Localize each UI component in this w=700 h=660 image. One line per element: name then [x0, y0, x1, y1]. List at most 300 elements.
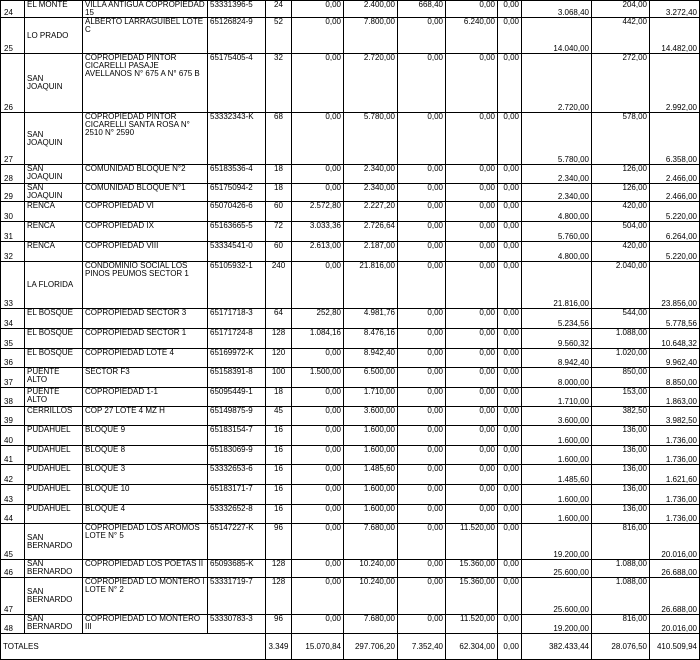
amount-cell: 0,00 — [292, 485, 344, 505]
amount-cell: 0,00 — [292, 426, 344, 446]
comuna-cell: PUDAHUEL — [25, 426, 83, 446]
name-cell: COPROPIEDAD LOTE 4 — [83, 349, 208, 368]
rut-cell: 65171718-3 — [208, 309, 266, 329]
amount-cell: 0,00 — [398, 615, 446, 634]
rut-cell: 53330783-3 — [208, 615, 266, 634]
amount-cell: 2.227,20 — [344, 202, 398, 222]
comuna-cell: PUDAHUEL — [25, 465, 83, 485]
units-cell: 52 — [266, 18, 292, 54]
units-cell: 18 — [266, 184, 292, 202]
amount-cell: 126,00 — [592, 184, 650, 202]
amount-cell: 136,00 — [592, 426, 650, 446]
amount-cell: 850,00 — [592, 368, 650, 388]
rut-cell: 65158391-8 — [208, 368, 266, 388]
comuna-cell: SAN JOAQUIN — [25, 184, 83, 202]
name-cell: COPROPIEDAD LO MONTERO I LOTE N° 2 — [83, 578, 208, 615]
amount-cell: 0,00 — [498, 524, 522, 560]
amount-cell: 0,00 — [398, 113, 446, 165]
amount-cell: 0,00 — [498, 615, 522, 634]
amount-cell: 0,00 — [398, 222, 446, 242]
amount-cell: 578,00 — [592, 113, 650, 165]
amount-cell: 1.088,00 — [592, 329, 650, 349]
name-cell: BLOQUE 10 — [83, 485, 208, 505]
row-number: 36 — [1, 349, 25, 368]
amount-cell: 2.040,00 — [592, 262, 650, 309]
amount-cell: 0,00 — [498, 165, 522, 184]
amount-cell: 0,00 — [292, 505, 344, 524]
table-row — [1, 388, 700, 407]
units-cell: 18 — [266, 165, 292, 184]
subtotal-cell: 21.816,00 — [522, 262, 592, 309]
amount-cell: 2.340,00 — [344, 165, 398, 184]
rut-cell: 65147227-K — [208, 524, 266, 560]
rut-cell: 65183536-4 — [208, 165, 266, 184]
name-cell: VILLA ANTIGUA COPROPIEDAD 15 — [83, 1, 208, 18]
comuna-cell: LA FLORIDA — [25, 262, 83, 309]
table-row — [1, 184, 700, 202]
row-number: 29 — [1, 184, 25, 202]
table-row — [1, 1, 700, 18]
totals-v-cell: 3.349 — [266, 634, 292, 660]
amount-cell: 0,00 — [498, 222, 522, 242]
amount-cell: 1.485,60 — [344, 465, 398, 485]
amount-cell: 0,00 — [498, 407, 522, 426]
totals-c11-cell: 28.076,50 — [592, 634, 650, 660]
amount-cell: 2.572,80 — [292, 202, 344, 222]
amount-cell: 0,00 — [292, 349, 344, 368]
total-cell: 3.272,40 — [650, 1, 700, 18]
table-row — [1, 349, 700, 368]
subtotal-cell: 1.710,00 — [522, 388, 592, 407]
amount-cell: 15.360,00 — [446, 560, 498, 578]
amount-cell: 136,00 — [592, 446, 650, 465]
amount-cell: 3.600,00 — [344, 407, 398, 426]
amount-cell: 0,00 — [498, 388, 522, 407]
amount-cell: 0,00 — [498, 368, 522, 388]
amount-cell: 1.020,00 — [592, 349, 650, 368]
row-number: 39 — [1, 407, 25, 426]
units-cell: 120 — [266, 349, 292, 368]
amount-cell: 0,00 — [446, 1, 498, 18]
units-cell: 16 — [266, 426, 292, 446]
rut-cell: 53331719-7 — [208, 578, 266, 615]
amount-cell: 1.500,00 — [292, 368, 344, 388]
amount-cell: 0,00 — [292, 560, 344, 578]
comuna-cell: SAN BERNARDO — [25, 615, 83, 634]
amount-cell: 7.800,00 — [344, 18, 398, 54]
amount-cell: 0,00 — [398, 426, 446, 446]
rut-cell: 65171724-8 — [208, 329, 266, 349]
row-number: 32 — [1, 242, 25, 262]
name-cell: BLOQUE 8 — [83, 446, 208, 465]
amount-cell: 0,00 — [498, 465, 522, 485]
amount-cell: 0,00 — [498, 1, 522, 18]
amount-cell: 0,00 — [398, 446, 446, 465]
amount-cell: 0,00 — [292, 18, 344, 54]
units-cell: 45 — [266, 407, 292, 426]
totals-c5-cell: 15.070,84 — [292, 634, 344, 660]
units-cell: 128 — [266, 329, 292, 349]
amount-cell: 0,00 — [398, 524, 446, 560]
subtotal-cell: 1.600,00 — [522, 426, 592, 446]
amount-cell: 0,00 — [292, 465, 344, 485]
totals-label: TOTALES — [1, 634, 266, 660]
amount-cell: 8.476,16 — [344, 329, 398, 349]
amount-cell: 0,00 — [498, 262, 522, 309]
totals-c8-cell: 62.304,00 — [446, 634, 498, 660]
totals-c7-cell: 7.352,40 — [398, 634, 446, 660]
amount-cell: 0,00 — [398, 485, 446, 505]
amount-cell: 2.613,00 — [292, 242, 344, 262]
amount-cell: 0,00 — [446, 465, 498, 485]
row-number: 25 — [1, 18, 25, 54]
comuna-cell: EL BOSQUE — [25, 349, 83, 368]
name-cell: COPROPIEDAD LO MONTERO III — [83, 615, 208, 634]
table-row — [1, 202, 700, 222]
amount-cell: 0,00 — [498, 560, 522, 578]
total-cell: 9.962,40 — [650, 349, 700, 368]
amount-cell: 504,00 — [592, 222, 650, 242]
comuna-cell: EL MONTE — [25, 1, 83, 18]
name-cell: CONDOMINIO SOCIAL LOS PINOS PEUMOS SECTOR 1 — [83, 262, 208, 309]
subtotal-cell: 4.800,00 — [522, 242, 592, 262]
subtotal-cell: 25.600,00 — [522, 578, 592, 615]
rut-cell: 65183069-9 — [208, 446, 266, 465]
amount-cell: 4.981,76 — [344, 309, 398, 329]
subtotal-cell: 8.942,40 — [522, 349, 592, 368]
totals-c12-cell: 410.509,94 — [650, 634, 700, 660]
amount-cell: 0,00 — [446, 329, 498, 349]
amount-cell: 0,00 — [446, 368, 498, 388]
amount-cell: 6.500,00 — [344, 368, 398, 388]
units-cell: 24 — [266, 1, 292, 18]
name-cell: BLOQUE 4 — [83, 505, 208, 524]
amount-cell: 1.600,00 — [344, 485, 398, 505]
amount-cell: 0,00 — [446, 165, 498, 184]
row-number: 33 — [1, 262, 25, 309]
total-cell: 6.358,00 — [650, 113, 700, 165]
total-cell: 2.466,00 — [650, 184, 700, 202]
subtotal-cell: 14.040,00 — [522, 18, 592, 54]
amount-cell: 2.720,00 — [344, 54, 398, 113]
rut-cell: 53334541-0 — [208, 242, 266, 262]
units-cell: 16 — [266, 446, 292, 465]
subtotal-cell: 5.780,00 — [522, 113, 592, 165]
units-cell: 16 — [266, 485, 292, 505]
subtotal-cell: 1.485,60 — [522, 465, 592, 485]
row-number: 41 — [1, 446, 25, 465]
rut-cell: 65169972-K — [208, 349, 266, 368]
rut-cell: 65175405-4 — [208, 54, 266, 113]
name-cell: COPROPIEDAD VI — [83, 202, 208, 222]
row-number: 37 — [1, 368, 25, 388]
amount-cell: 0,00 — [398, 407, 446, 426]
amount-cell: 0,00 — [498, 18, 522, 54]
amount-cell: 153,00 — [592, 388, 650, 407]
totals-c10-cell: 382.433,44 — [522, 634, 592, 660]
amount-cell: 8.942,40 — [344, 349, 398, 368]
total-cell: 5.220,00 — [650, 242, 700, 262]
row-number: 38 — [1, 388, 25, 407]
rut-cell: 65105932-1 — [208, 262, 266, 309]
name-cell: BLOQUE 9 — [83, 426, 208, 446]
total-cell: 26.688,00 — [650, 560, 700, 578]
row-number: 31 — [1, 222, 25, 242]
table-row — [1, 446, 700, 465]
row-number: 30 — [1, 202, 25, 222]
row-number: 47 — [1, 578, 25, 615]
amount-cell: 0,00 — [398, 388, 446, 407]
amount-cell: 0,00 — [498, 54, 522, 113]
amount-cell: 0,00 — [498, 202, 522, 222]
table-row — [1, 615, 700, 634]
amount-cell: 668,40 — [398, 1, 446, 18]
amount-cell: 15.360,00 — [446, 578, 498, 615]
row-number: 24 — [1, 1, 25, 18]
name-cell: COP 27 LOTE 4 MZ H — [83, 407, 208, 426]
total-cell: 2.992,00 — [650, 54, 700, 113]
row-number: 43 — [1, 485, 25, 505]
subtotal-cell: 2.340,00 — [522, 165, 592, 184]
amount-cell: 11.520,00 — [446, 615, 498, 634]
amount-cell: 252,80 — [292, 309, 344, 329]
row-number: 28 — [1, 165, 25, 184]
total-cell: 5.220,00 — [650, 202, 700, 222]
table-row — [1, 113, 700, 165]
amount-cell: 10.240,00 — [344, 560, 398, 578]
row-number: 46 — [1, 560, 25, 578]
name-cell: COPROPIEDAD LOS POETAS II — [83, 560, 208, 578]
amount-cell: 0,00 — [292, 113, 344, 165]
subtotal-cell: 25.600,00 — [522, 560, 592, 578]
table-row — [1, 165, 700, 184]
row-number: 45 — [1, 524, 25, 560]
comuna-cell: RENCA — [25, 242, 83, 262]
amount-cell: 0,00 — [292, 1, 344, 18]
table-row — [1, 368, 700, 388]
amount-cell: 0,00 — [498, 446, 522, 465]
rut-cell: 53332343-K — [208, 113, 266, 165]
name-cell: COPROPIEDAD IX — [83, 222, 208, 242]
table-row — [1, 407, 700, 426]
name-cell: ALBERTO LARRAGUIBEL LOTE C — [83, 18, 208, 54]
units-cell: 128 — [266, 578, 292, 615]
amount-cell: 0,00 — [398, 54, 446, 113]
comuna-cell: LO PRADO — [25, 18, 83, 54]
name-cell: COPROPIEDAD SECTOR 1 — [83, 329, 208, 349]
row-number: 48 — [1, 615, 25, 634]
amount-cell: 2.187,00 — [344, 242, 398, 262]
amount-cell: 0,00 — [398, 18, 446, 54]
subtotal-cell: 8.000,00 — [522, 368, 592, 388]
total-cell: 20.016,00 — [650, 615, 700, 634]
table-row — [1, 426, 700, 446]
amount-cell: 0,00 — [292, 165, 344, 184]
units-cell: 18 — [266, 388, 292, 407]
amount-cell: 0,00 — [446, 426, 498, 446]
amount-cell: 0,00 — [398, 578, 446, 615]
name-cell: COPROPIEDAD VIII — [83, 242, 208, 262]
units-cell: 100 — [266, 368, 292, 388]
row-number: 27 — [1, 113, 25, 165]
table-row — [1, 242, 700, 262]
amount-cell: 0,00 — [398, 165, 446, 184]
comuna-cell: CERRILLOS — [25, 407, 83, 426]
amount-cell: 0,00 — [398, 349, 446, 368]
total-cell: 5.778,56 — [650, 309, 700, 329]
amount-cell: 2.726,64 — [344, 222, 398, 242]
rut-cell: 65095449-1 — [208, 388, 266, 407]
amount-cell: 0,00 — [398, 505, 446, 524]
amount-cell: 0,00 — [498, 349, 522, 368]
comuna-cell: SAN JOAQUIN — [25, 165, 83, 184]
amount-cell: 0,00 — [292, 388, 344, 407]
rut-cell: 65093685-K — [208, 560, 266, 578]
table-row — [1, 222, 700, 242]
units-cell: 96 — [266, 615, 292, 634]
rut-cell: 65175094-2 — [208, 184, 266, 202]
amount-cell: 136,00 — [592, 465, 650, 485]
amount-cell: 0,00 — [498, 242, 522, 262]
comuna-cell: RENCA — [25, 202, 83, 222]
amount-cell: 816,00 — [592, 524, 650, 560]
amount-cell: 126,00 — [592, 165, 650, 184]
amount-cell: 1.084,16 — [292, 329, 344, 349]
amount-cell: 0,00 — [446, 407, 498, 426]
amount-cell: 0,00 — [398, 242, 446, 262]
subtotal-cell: 9.560,32 — [522, 329, 592, 349]
amount-cell: 420,00 — [592, 202, 650, 222]
total-cell: 10.648,32 — [650, 329, 700, 349]
amount-cell: 2.340,00 — [344, 184, 398, 202]
amount-cell: 1.710,00 — [344, 388, 398, 407]
amount-cell: 0,00 — [446, 349, 498, 368]
subtotal-cell: 5.760,00 — [522, 222, 592, 242]
amount-cell: 21.816,00 — [344, 262, 398, 309]
amount-cell: 0,00 — [446, 388, 498, 407]
rut-cell: 53332653-6 — [208, 465, 266, 485]
row-number: 42 — [1, 465, 25, 485]
table-row — [1, 329, 700, 349]
row-number: 26 — [1, 54, 25, 113]
subtotal-cell: 2.720,00 — [522, 54, 592, 113]
table-row — [1, 309, 700, 329]
amount-cell: 6.240,00 — [446, 18, 498, 54]
amount-cell: 382,50 — [592, 407, 650, 426]
amount-cell: 0,00 — [398, 202, 446, 222]
amount-cell: 0,00 — [498, 309, 522, 329]
amount-cell: 0,00 — [398, 560, 446, 578]
total-cell: 20.016,00 — [650, 524, 700, 560]
name-cell: BLOQUE 3 — [83, 465, 208, 485]
total-cell: 1.736,00 — [650, 485, 700, 505]
amount-cell: 0,00 — [292, 615, 344, 634]
row-number: 34 — [1, 309, 25, 329]
amount-cell: 0,00 — [446, 242, 498, 262]
row-number: 44 — [1, 505, 25, 524]
row-number: 35 — [1, 329, 25, 349]
amount-cell: 0,00 — [398, 465, 446, 485]
comuna-cell: PUENTE ALTO — [25, 368, 83, 388]
units-cell: 32 — [266, 54, 292, 113]
amount-cell: 0,00 — [498, 113, 522, 165]
subtotal-cell: 1.600,00 — [522, 446, 592, 465]
comuna-cell: EL BOSQUE — [25, 329, 83, 349]
units-cell: 16 — [266, 505, 292, 524]
amount-cell: 7.680,00 — [344, 615, 398, 634]
table-row — [1, 505, 700, 524]
table-row — [1, 578, 700, 615]
amount-cell: 0,00 — [446, 184, 498, 202]
rut-cell: 65126824-9 — [208, 18, 266, 54]
total-cell: 1.736,00 — [650, 505, 700, 524]
units-cell: 68 — [266, 113, 292, 165]
amount-cell: 1.088,00 — [592, 560, 650, 578]
table-row — [1, 560, 700, 578]
amount-cell: 204,00 — [592, 1, 650, 18]
amount-cell: 0,00 — [498, 505, 522, 524]
units-cell: 16 — [266, 465, 292, 485]
comuna-cell: SAN BERNARDO — [25, 578, 83, 615]
amount-cell: 0,00 — [446, 262, 498, 309]
totals-row — [1, 634, 700, 660]
amount-cell: 0,00 — [498, 485, 522, 505]
amount-cell: 0,00 — [446, 309, 498, 329]
amount-cell: 1.088,00 — [592, 578, 650, 615]
amount-cell: 7.680,00 — [344, 524, 398, 560]
amount-cell: 420,00 — [592, 242, 650, 262]
table-body — [1, 1, 700, 660]
total-cell: 2.466,00 — [650, 165, 700, 184]
total-cell: 1.621,60 — [650, 465, 700, 485]
name-cell: SECTOR F3 — [83, 368, 208, 388]
total-cell: 8.850,00 — [650, 368, 700, 388]
amount-cell: 0,00 — [446, 485, 498, 505]
comuna-cell: SAN BERNARDO — [25, 524, 83, 560]
units-cell: 128 — [266, 560, 292, 578]
name-cell: COPROPIEDAD PINTOR CICARELLI SANTA ROSA N° 2510 N° 2590 — [83, 113, 208, 165]
subtotal-cell: 1.600,00 — [522, 485, 592, 505]
amount-cell: 0,00 — [292, 524, 344, 560]
total-cell: 1.863,00 — [650, 388, 700, 407]
amount-cell: 0,00 — [292, 54, 344, 113]
rut-cell: 65183154-7 — [208, 426, 266, 446]
amount-cell: 0,00 — [446, 446, 498, 465]
amount-cell: 0,00 — [398, 262, 446, 309]
name-cell: COPROPIEDAD 1-1 — [83, 388, 208, 407]
totals-c6-cell: 297.706,20 — [344, 634, 398, 660]
amount-cell: 0,00 — [498, 329, 522, 349]
amount-cell: 0,00 — [398, 368, 446, 388]
subtotal-cell: 1.600,00 — [522, 505, 592, 524]
total-cell: 1.736,00 — [650, 446, 700, 465]
rut-cell: 53332652-8 — [208, 505, 266, 524]
units-cell: 64 — [266, 309, 292, 329]
amount-cell: 1.600,00 — [344, 426, 398, 446]
amount-cell: 0,00 — [398, 184, 446, 202]
amount-cell: 136,00 — [592, 485, 650, 505]
rut-cell: 65163665-5 — [208, 222, 266, 242]
total-cell: 3.982,50 — [650, 407, 700, 426]
name-cell: COMUNIDAD BLOQUE N°2 — [83, 165, 208, 184]
amount-cell: 0,00 — [498, 184, 522, 202]
amount-cell: 0,00 — [446, 222, 498, 242]
table-row — [1, 262, 700, 309]
rut-cell: 65070426-6 — [208, 202, 266, 222]
total-cell: 14.482,00 — [650, 18, 700, 54]
table-row — [1, 18, 700, 54]
rut-cell: 65149875-9 — [208, 407, 266, 426]
